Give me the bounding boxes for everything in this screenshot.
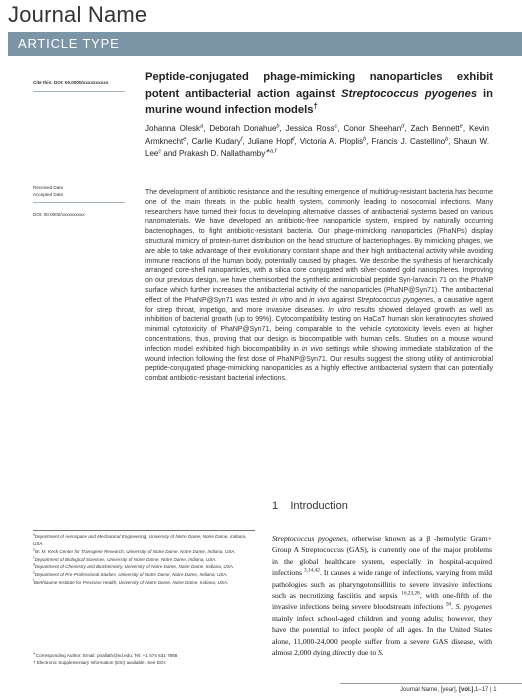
affiliation-item: $^b$W. M. Keck Center for Transgene Research, University of Notre Dame, Notre Dame, Indiana, USA. (33, 547, 236, 554)
article-type-label: ARTICLE TYPE (18, 36, 120, 51)
author-list: Johanna Olesk$^a$, Deborah Donahue$^b$, Jessica Ross$^c$, Conor Sheehan$^d$, Zach Bennett$^e$, Kevin Armknecht$^e$, Carlie Kudary$^f$, Juliane Hopf$^f$, Victoria A. Ploplis$^b$, Francis J. Castellino$^b$, Shaun W. Lee$^c$ and Prakash D. Nallathamby$^{∗a,f}$ (145, 123, 489, 159)
cite-doi: Cite this: DOI: 00.0000/xxxxxxxxxx (33, 80, 109, 85)
author-affiliation-mark: e (183, 135, 187, 142)
author-name: Juliane Hopf (247, 136, 293, 146)
received-date: Received Date (33, 185, 64, 190)
author-name: Zach Bennett (410, 124, 460, 133)
sidebar-divider (33, 202, 125, 203)
footnote-rule (33, 530, 255, 531)
author-name: Deborah Donahue (209, 124, 277, 133)
author-affiliation-mark: b (276, 123, 280, 130)
author-name: Johanna Olesk (145, 124, 201, 133)
sidebar-divider (33, 91, 125, 92)
affiliation-item: $^d$Department of Chemistry and Biochemistry, University of Notre Dame, Notre Dame, Indiana, USA. (33, 562, 235, 570)
author-name: Francis J. Castellino (371, 136, 446, 146)
author-name: Kevin Armknecht (145, 124, 489, 146)
accepted-date: Accepted Date (33, 192, 64, 197)
introduction-text: Streptococcus pyogenes, otherwise known as a β -hemolytic Gram+ Group A Streptococcus (GAS), is currently one of the major problems in the global healthcare system, especially in hospital-acquired infections $^{3,14,42}$. It causes a wide range of infections, varying from mild pathologies such as pharyngotonsillitis to severe invasive infections such as necrotizing fasciitis and sepsis $^{16,23,28}$, with one-fifth of the invasive infections being severe bloodstream infections $^{50}$. S. pyogenes mainly infect school-aged children and young adults; however, they have the potential to infect people of all ages. In the United States alone, 11,000-24,000 people suffer from a severe GAS disease, with almost 2,000 dying directly due to S. (272, 534, 493, 658)
author-affiliation-mark: ∗a,f (265, 148, 277, 155)
author-name: Carlie Kudary (191, 136, 241, 146)
abstract: The development of antibiotic resistance and the resulting emergence of multidrug-resistant bacteria has become one of the main threats in the public health system, commonly leading to nosocomial infections. Many researchers have turned their focus to developing alternative classes of antibacterial systems based on various nanomaterials. We have developed an antibiotic-free nanoparticle system, inspired by naturally occurring bacteriophages, to fight antibiotic-resistant bacteria. Our phage-mimicking nanoparticles (PhaNPs) display structural mimicry of protein-turret distribution on the head structure of bacteriophages. By mimicking phages, we are able to take advantage of their evolutionary constant shape and their high antibacterial activity while avoiding immune reactions of the human body, potentially caused by phages. We describe the synthesis of hierarchically arranged core-shell nanoparticles, with a silica core conjugated with silver-coated gold nanospheres. Improving on our previous design, we have chemisorbed the synthetic antimicrobial peptide Syn-larvacin 71 on the PhaNP surface which further increases the antibacterial activity of the nanoparticles (PhaNP@Syn71). The antibacterial effect of the PhaNP@Syn71 was tested in vitro and in vivo against Streptococcus pyogenes, a causative agent for strep throat, impetigo, and more invasive diseases. In vitro results showed delayed growth as well as inhibition of bacterial growth (up to 99%). Cytocompatibility testing on HaCaT human skin keratinocytes showed minimal cytotoxicity of PhaNP@Syn71, being comparable to the vehicle cytotoxicity levels even at higher concentrations, thus, proving that our design is biocompatible with human cells. Studies on a mouse wound infection model exhibited high biocompatibility in in vivo settings while showing immediate stabilization of the wound infection following the first dose of PhaNP@Syn71. Our results suggest the strong utility of antimicrobial peptide-conjugated phage-mimicking nanoparticles as a highly effective antibacterial system that can potentially combat antibiotic-resistant bacterial infections. (145, 189, 493, 383)
paper-title: Peptide-conjugated phage-mimicking nanoparticles exhibit potent antibacterial action against Streptococcus pyogenes in murine wound infection models† (145, 71, 493, 117)
esi-note: † Electronic Supplementary Information (ESI) available. See DOI: (33, 660, 167, 666)
author-affiliation-mark: c (334, 123, 338, 130)
affiliations (33, 534, 255, 588)
footer-rule (340, 683, 522, 684)
author-affiliation-mark: b (363, 135, 367, 142)
corresponding-author-note: ∗Corresponding Author: Email: pnallath@nd.edu; Tel: +1 574 631 7868 (33, 651, 178, 658)
article-type-bar (8, 32, 522, 56)
footnotes (33, 653, 255, 667)
author-name: Prakash D. Nallathamby (178, 149, 266, 159)
author-affiliation-mark: f (292, 135, 295, 142)
author-affiliation-mark: c (158, 148, 162, 155)
author-affiliation-mark: f (240, 135, 243, 142)
author-affiliation-mark: b (445, 135, 449, 142)
section-heading: 1 Introduction (272, 500, 348, 512)
affiliation-item: $^c$Department of Biological Sciences, University of Notre Dame, Notre Dame, Indiana, USA. (33, 555, 217, 562)
author-name: Jessica Ross (285, 124, 335, 133)
author-name: Shaun W. Lee (145, 136, 489, 159)
author-affiliation-mark: a (200, 123, 204, 130)
affiliation-item: $^f$Berthiaume Institute for Precision Health, University of Notre Dame, Notre Dame, Indiana, USA. (33, 578, 229, 586)
journal-name: Journal Name (8, 2, 148, 27)
author-affiliation-mark: d (401, 123, 405, 130)
author-affiliation-mark: e (459, 123, 463, 130)
affiliation-item: $^a$Department of Aerospace and Mechanical Engineering, University of Notre Dame, Notre Dame, Indiana, USA. (33, 532, 247, 546)
affiliation-item: $^e$Department of Pre-Professional Studies, University of Notre Dame, Notre Dame, Indiana, USA. (33, 570, 228, 578)
page-footer: Journal Name, [year], [vol.],1–17 | 1 (400, 687, 497, 693)
article-doi: DOI: 00.0000/xxxxxxxxxx (33, 212, 85, 217)
author-name: Victoria A. Ploplis (299, 136, 364, 146)
page-number: 1 (493, 687, 497, 693)
author-name: Conor Sheehan (343, 124, 402, 133)
